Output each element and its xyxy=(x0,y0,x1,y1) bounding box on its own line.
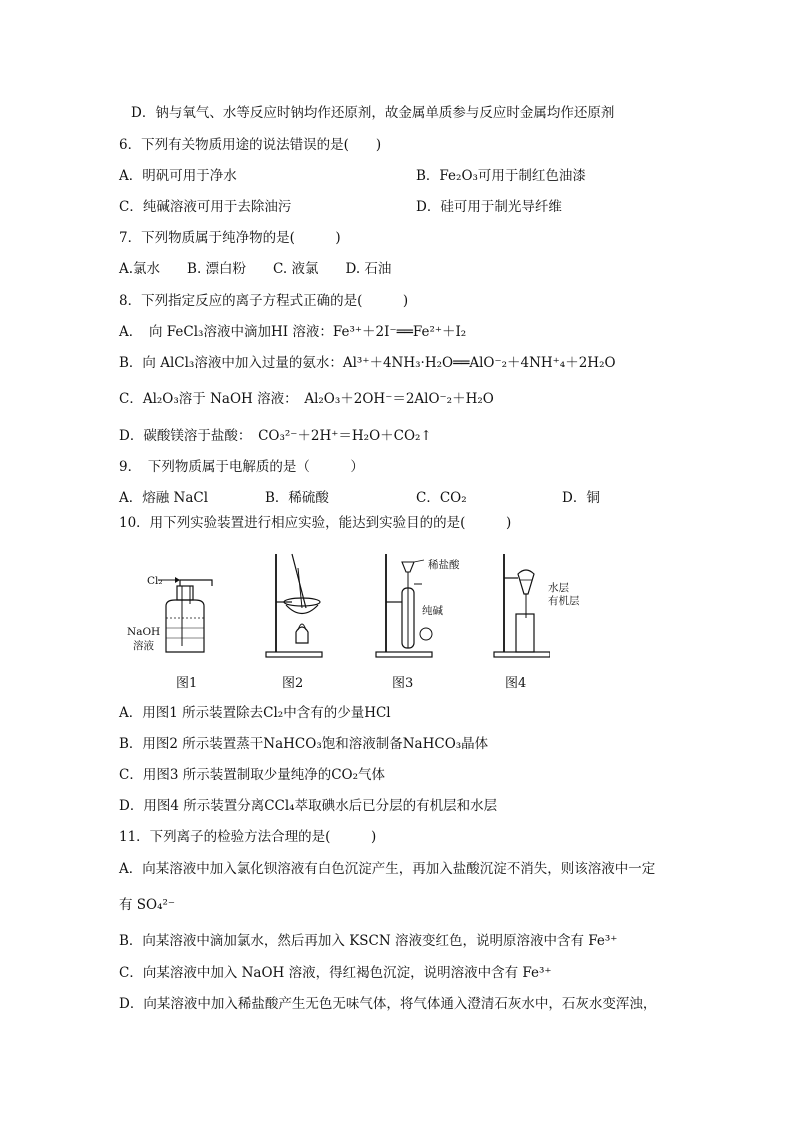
figure-2-evaporation xyxy=(262,548,332,663)
figure-4-separatory-funnel xyxy=(490,548,550,663)
q10-option-c: C．用图3 所示装置制取少量纯净的CO₂气体 xyxy=(119,767,386,783)
fig1-solution-label: 溶液 xyxy=(133,640,154,652)
fig3-soda-label: 纯碱 xyxy=(422,605,443,617)
fig3-acid-label: 稀盐酸 xyxy=(428,559,460,571)
q8-option-d: D．碳酸镁溶于盐酸： CO₃²⁻＋2H⁺＝H₂O＋CO₂↑ xyxy=(119,428,432,444)
q11-option-b: B．向某溶液中滴加氯水，然后再加入 KSCN 溶液变红色，说明原溶液中含有 Fe³⁺ xyxy=(119,933,618,949)
q8-option-c: C．Al₂O₃溶于 NaOH 溶液： Al₂O₃＋2OH⁻＝2AlO⁻₂＋H₂O xyxy=(119,391,494,407)
q11-option-d: D．向某溶液中加入稀盐酸产生无色无味气体，将气体通入澄清石灰水中，石灰水变浑浊， xyxy=(119,996,657,1012)
q9-option-c: C．CO₂ xyxy=(416,490,467,506)
question-11: 11．下列离子的检验方法合理的是( ) xyxy=(119,829,377,845)
fig1-cl2-label: Cl₂ xyxy=(147,575,163,587)
question-9: 9． 下列物质属于电解质的是（ ） xyxy=(119,459,364,475)
q9-option-d: D．铜 xyxy=(562,490,600,506)
q11-option-a-line2: 有 SO₄²⁻ xyxy=(119,897,176,913)
fig1-naoh-label: NaOH xyxy=(127,626,161,638)
q10-option-d: D．用图4 所示装置分离CCl₄萃取碘水后已分层的有机层和水层 xyxy=(119,798,498,814)
q6-option-d: D．硅可用于制光导纤维 xyxy=(416,199,562,215)
q9-option-a: A．熔融 NaCl xyxy=(119,490,209,506)
figure-4-caption: 图4 xyxy=(505,676,527,691)
fig4-water-layer-label: 水层 xyxy=(548,582,569,594)
figure-2-caption: 图2 xyxy=(282,676,304,691)
q6-option-b: B．Fe₂O₃可用于制红色油漆 xyxy=(416,168,586,184)
q8-option-b: B．向 AlCl₃溶液中加入过量的氨水：Al³⁺＋4NH₃·H₂O══AlO⁻₂＋4NH⁺₄＋2H₂O xyxy=(119,355,616,371)
question-10: 10．用下列实验装置进行相应实验，能达到实验目的的是( ) xyxy=(119,515,512,531)
q6-option-c: C．纯碱溶液可用于去除油污 xyxy=(119,199,292,215)
figure-3-caption: 图3 xyxy=(392,676,414,691)
figure-1-caption: 图1 xyxy=(176,676,198,691)
q10-option-b: B．用图2 所示装置蒸干NaHCO₃饱和溶液制备NaHCO₃晶体 xyxy=(119,736,489,752)
q10-option-a: A．用图1 所示装置除去Cl₂中含有的少量HCl xyxy=(119,705,391,721)
q6-option-a: A．明矾可用于净水 xyxy=(119,168,237,184)
fig4-organic-layer-label: 有机层 xyxy=(548,595,580,607)
q7-options: A.氯水 B. 漂白粉 C. 液氯 D. 石油 xyxy=(119,261,392,277)
q8-option-a: A． 向 FeCl₃溶液中滴加HI 溶液：Fe³⁺＋2I⁻══Fe²⁺＋I₂ xyxy=(119,324,467,340)
question-7: 7．下列物质属于纯净物的是( ) xyxy=(119,230,341,246)
q11-option-a-line1: A．向某溶液中加入氯化钡溶液有白色沉淀产生，再加入盐酸沉淀不消失，则该溶液中一定 xyxy=(119,861,656,877)
q5-option-d: D．钠与氧气、水等反应时钠均作还原剂，故金属单质参与反应时金属均作还原剂 xyxy=(131,105,615,121)
question-8: 8．下列指定反应的离子方程式正确的是( ) xyxy=(119,293,409,309)
q9-option-b: B．稀硫酸 xyxy=(265,490,329,506)
q11-option-c: C．向某溶液中加入 NaOH 溶液，得红褐色沉淀，说明溶液中含有 Fe³⁺ xyxy=(119,965,552,981)
question-6: 6．下列有关物质用途的说法错误的是( ) xyxy=(119,137,382,153)
